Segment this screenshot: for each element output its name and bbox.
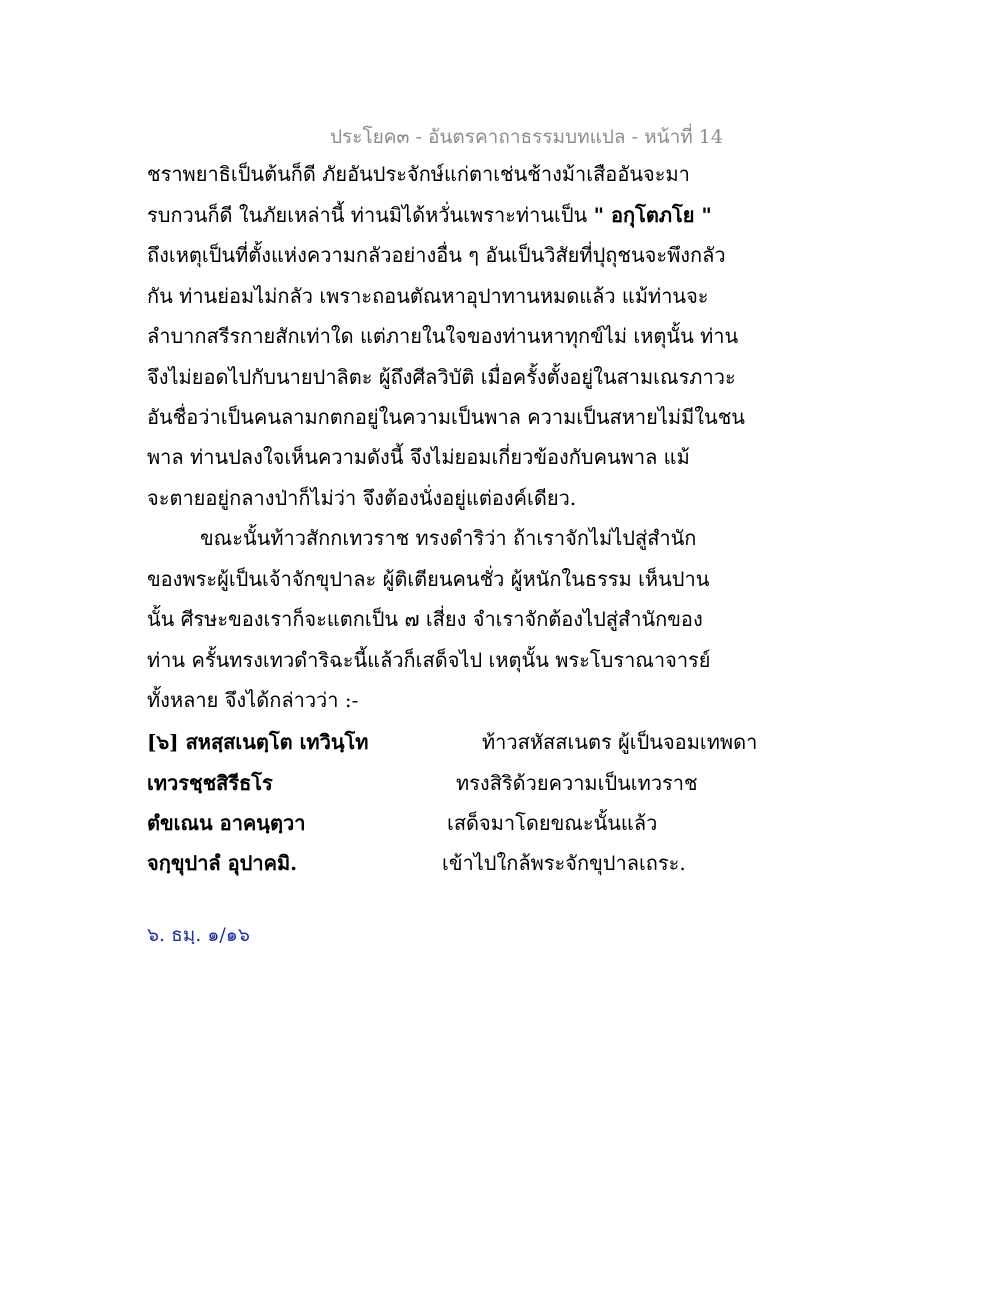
verse-pali-line: เทวรชฺชสิรีธโร: [147, 771, 273, 795]
verse-thai-line: ท้าวสหัสสเนตร ผู้เป็นจอมเทพดา: [482, 730, 758, 754]
paragraph-line: ของพระผู้เป็นเจ้าจักขุปาละ ผู้ติเตียนคนชั่ว ผู้หนักในธรรม เห็นปาน: [147, 567, 710, 591]
emphasis-term: " อกุโตภโย ": [593, 203, 712, 227]
paragraph-line: อันชื่อว่าเป็นคนลามกตกอยู่ในความเป็นพาล ความเป็นสหายไม่มีในชน: [147, 405, 745, 429]
page-header: ประโยค๓ - อันตรคาถาธรรมบทแปล - หน้าที่ 14: [330, 126, 723, 148]
paragraph-line: ชราพยาธิเป็นต้นก็ดี ภัยอันประจักษ์แก่ตาเช่นช้างม้าเสืออันจะมา: [147, 162, 690, 186]
verse-pali-line: [๖] สหสฺสเนตฺโต เทวินฺโท: [147, 730, 369, 754]
paragraph-line: จะตายอยู่กลางป่าก็ไม่ว่า จึงต้องนั่งอยู่แต่องค์เดียว.: [147, 486, 577, 510]
paragraph-line: ถึงเหตุเป็นที่ตั้งแห่งความกลัวอย่างอื่น ๆ อันเป็นวิสัยที่ปุถุชนจะพึงกลัว: [147, 243, 726, 267]
paragraph-line-text: รบกวนก็ดี ในภัยเหล่านี้ ท่านมิได้หวั่นเพราะท่านเป็น: [147, 203, 588, 227]
verse-pali-line: ตํขเณน อาคนฺตฺวา: [147, 811, 306, 835]
verse-thai-line: เสด็จมาโดยขณะนั้นแล้ว: [447, 811, 658, 835]
verse-thai-line: เข้าไปใกล้พระจักขุปาลเถระ.: [442, 851, 686, 875]
paragraph-line: ท่าน ครั้นทรงเทวดำริฉะนี้แล้วก็เสด็จไป เหตุนั้น พระโบราณาจารย์: [147, 648, 711, 672]
paragraph-line: จึงไม่ยอดไปกับนายปาลิตะ ผู้ถึงศีลวิบัติ เมื่อครั้งตั้งอยู่ในสามเณรภาวะ: [147, 365, 736, 389]
paragraph-line: ทั้งหลาย จึงได้กล่าวว่า :-: [147, 688, 359, 712]
paragraph-line: พาล ท่านปลงใจเห็นความดังนี้ จึงไม่ยอมเกี่ยวข้องกับคนพาล แม้: [147, 445, 690, 469]
paragraph-line: กัน ท่านย่อมไม่กลัว เพราะถอนตัณหาอุปาทานหมดแล้ว แม้ท่านจะ: [147, 284, 709, 308]
paragraph-line: ขณะนั้นท้าวสักกเทวราช ทรงดำริว่า ถ้าเราจักไม่ไปสู่สำนัก: [200, 526, 697, 550]
paragraph-line: [147, 201, 712, 229]
footnote: ๖. ธมฺ. ๑/๑๖: [147, 924, 250, 946]
paragraph-line: ลำบากสรีรกายสักเท่าใด แต่ภายในใจของท่านหาทุกข์ไม่ เหตุนั้น ท่าน: [147, 324, 739, 348]
paragraph-line: นั้น ศีรษะของเราก็จะแตกเป็น ๗ เสี่ยง จำเราจักต้องไปสู่สำนักของ: [147, 607, 703, 631]
verse-pali-line: จกฺขุปาลํ อุปาคมิ.: [147, 851, 298, 875]
verse-thai-line: ทรงสิริด้วยความเป็นเทวราช: [456, 771, 698, 795]
